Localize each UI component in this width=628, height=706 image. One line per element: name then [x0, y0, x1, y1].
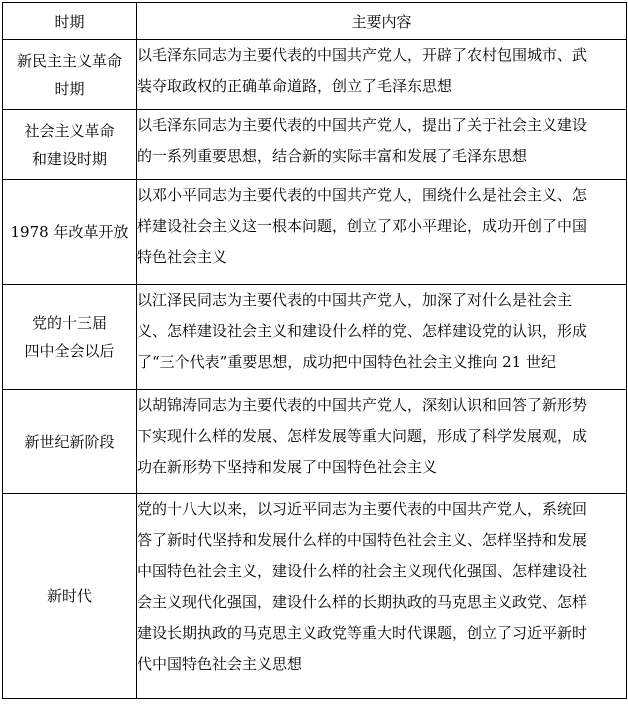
- content-line: 下实现什么样的发展、怎样发展等重大问题，形成了科学发展观，成: [137, 427, 588, 445]
- period-cell: [3, 285, 137, 390]
- content-cell: [137, 285, 627, 390]
- period-cell: [3, 110, 137, 180]
- content-line: 以江泽民同志为主要代表的中国共产党人，加深了对什么是社会主: [137, 291, 573, 309]
- period-line: 和建设时期: [31, 149, 107, 168]
- period-line: 新时代: [46, 587, 92, 605]
- header-period: 时期: [3, 3, 137, 40]
- content-line: 建设长期执政的马克思主义政党等重大时代课题，创立了习近平新时: [137, 624, 588, 642]
- content-cell: [137, 180, 627, 285]
- content-line: 功在新形势下坚持和发展了中国特色社会主义: [137, 458, 438, 476]
- period-cell: [3, 390, 137, 494]
- period-cell: [3, 494, 137, 699]
- header-row: [3, 3, 627, 40]
- content-line: 的一系列重要思想，结合新的实际丰富和发展了毛泽东思想: [137, 147, 528, 165]
- table-row: [3, 110, 627, 180]
- content-cell: [137, 494, 627, 699]
- content-line: 装夺取政权的正确革命道路，创立了毛泽东思想: [137, 77, 453, 95]
- period-line: 时期: [54, 79, 85, 98]
- content-line: 中国特色社会主义，建设什么样的社会主义现代化强国、怎样建设社: [137, 562, 588, 580]
- header-content: 主要内容: [137, 3, 627, 40]
- period-cell: [3, 40, 137, 110]
- period-line: 四中全会以后: [24, 342, 115, 360]
- history-periods-table: [2, 2, 627, 699]
- table-row: [3, 390, 627, 494]
- content-cell: [137, 40, 627, 110]
- content-line: 以胡锦涛同志为主要代表的中国共产党人，深刻认识和回答了新形势: [137, 396, 588, 414]
- period-line: 1978 年改革开放: [10, 223, 129, 241]
- content-line: 义、怎样建设社会主义和建设什么样的党、怎样建设党的认识，形成: [137, 322, 588, 340]
- period-line: 新民主主义革命: [16, 51, 122, 70]
- period-cell: [3, 180, 137, 285]
- content-line: 以毛泽东同志为主要代表的中国共产党人，开辟了农村包围城市、武: [137, 46, 588, 64]
- content-line: 了“三个代表”重要思想，成功把中国特色社会主义推向 21 世纪: [137, 353, 556, 371]
- period-line: 新世纪新阶段: [24, 432, 115, 451]
- content-line: 会主义现代化强国，建设什么样的长期执政的马克思主义政党、怎样: [137, 593, 588, 611]
- period-line: 社会主义革命: [24, 121, 115, 140]
- table-row: [3, 40, 627, 110]
- content-line: 答了新时代坚持和发展什么样的中国特色社会主义、怎样坚持和发展: [137, 531, 588, 549]
- period-line: 党的十三届: [31, 314, 107, 332]
- content-cell: [137, 110, 627, 180]
- content-line: 以邓小平同志为主要代表的中国共产党人，围绕什么是社会主义、怎: [137, 186, 588, 204]
- table-row: [3, 494, 627, 699]
- table-row: [3, 285, 627, 390]
- content-line: 党的十八大以来，以习近平同志为主要代表的中国共产党人，系统回: [137, 500, 588, 518]
- content-line: 代中国特色社会主义思想: [137, 655, 303, 673]
- content-line: 特色社会主义: [137, 248, 228, 266]
- content-cell: [137, 390, 627, 494]
- content-line: 样建设社会主义这一根本问题，创立了邓小平理论，成功开创了中国: [137, 217, 588, 235]
- content-line: 以毛泽东同志为主要代表的中国共产党人，提出了关于社会主义建设: [137, 116, 588, 134]
- table-row: [3, 180, 627, 285]
